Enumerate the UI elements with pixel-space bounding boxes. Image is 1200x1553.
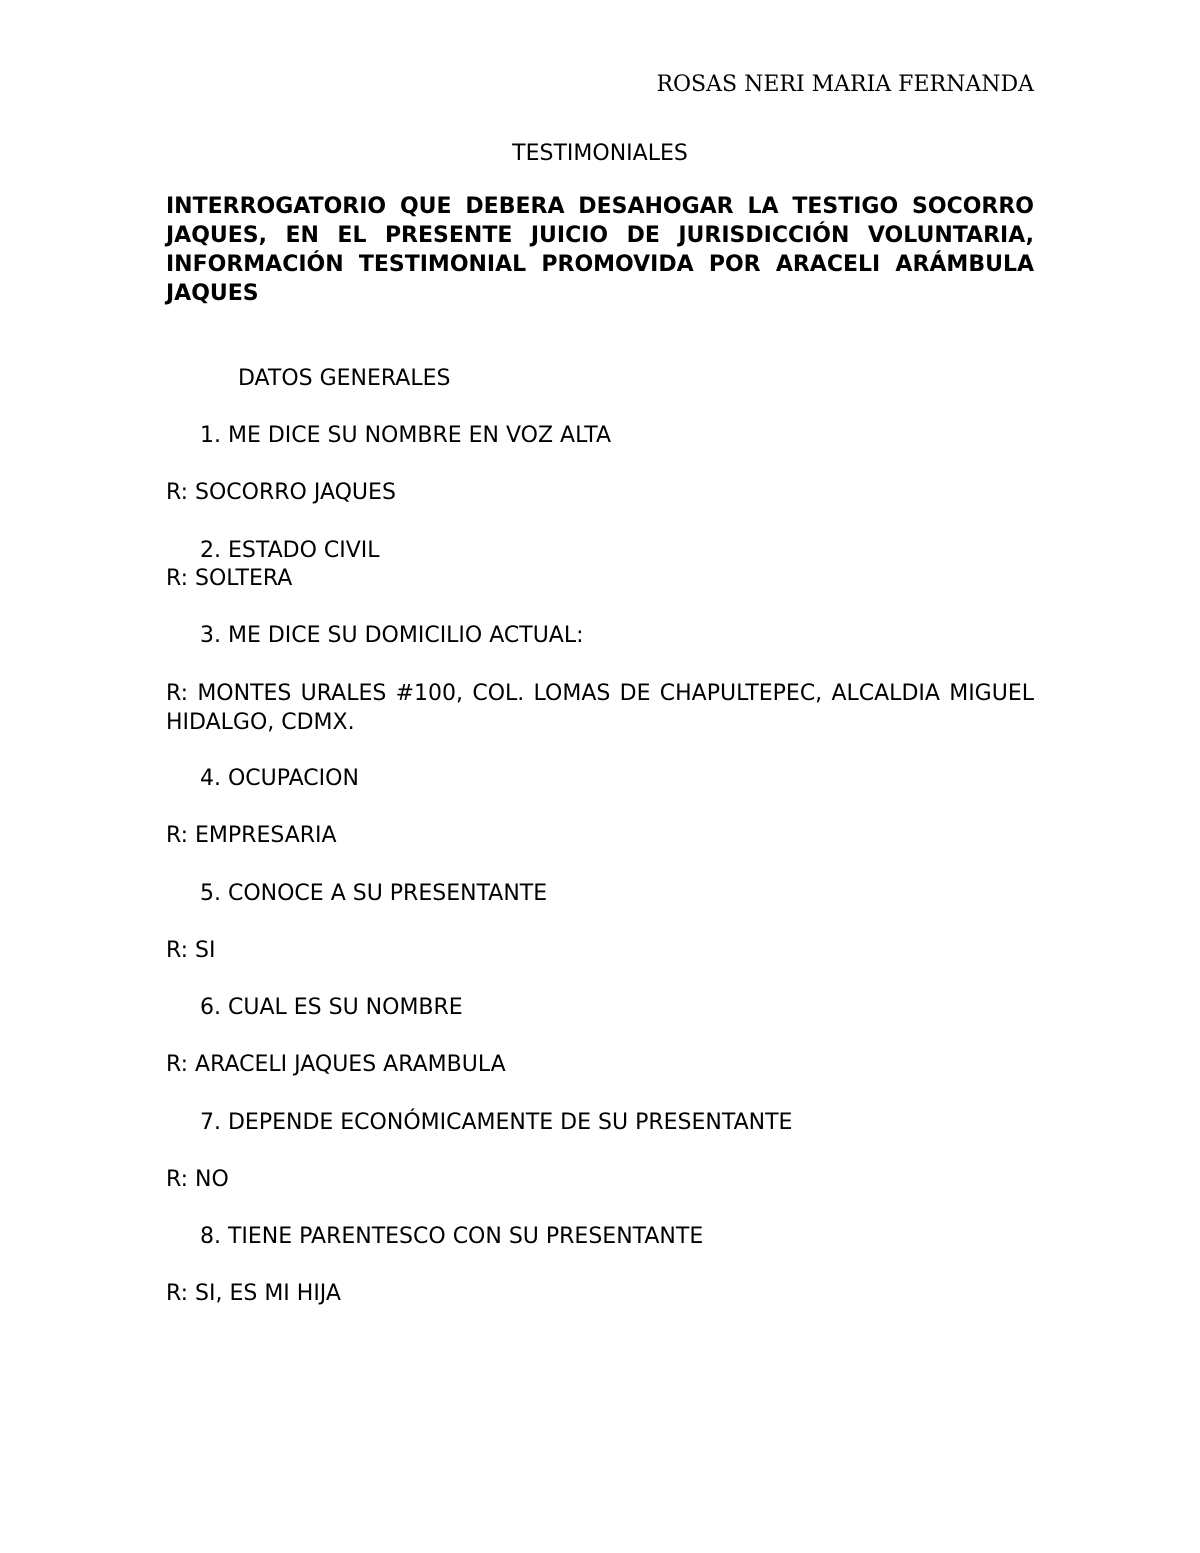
answer-2: R: SOLTERA: [166, 566, 293, 591]
question-7: 7. DEPENDE ECONÓMICAMENTE DE SU PRESENTANTE: [200, 1110, 793, 1135]
answer-6: R: ARACELI JAQUES ARAMBULA: [166, 1052, 506, 1077]
author-name: ROSAS NERI MARIA FERNANDA: [656, 72, 1034, 97]
answer-7: R: NO: [166, 1167, 229, 1192]
question-2: 2. ESTADO CIVIL: [200, 538, 380, 563]
question-8: 8. TIENE PARENTESCO CON SU PRESENTANTE: [200, 1224, 704, 1249]
answer-4: R: EMPRESARIA: [166, 823, 337, 848]
answer-5: R: SI: [166, 938, 216, 963]
document-title: TESTIMONIALES: [512, 141, 688, 166]
answer-8: R: SI, ES MI HIJA: [166, 1281, 341, 1306]
answer-1: R: SOCORRO JAQUES: [166, 480, 396, 505]
question-5: 5. CONOCE A SU PRESENTANTE: [200, 881, 548, 906]
question-4: 4. OCUPACION: [200, 766, 359, 791]
interrogatory-heading: INTERROGATORIO QUE DEBERA DESAHOGAR LA TESTIGO SOCORRO JAQUES, EN EL PRESENTE JUICIO DE JURISDICCIÓN VOLUNTARIA, INFORMACIÓN TESTIMONIAL PROMOVIDA POR ARACELI ARÁMBULA JAQUES: [166, 194, 1034, 306]
section-title: DATOS GENERALES: [238, 366, 451, 391]
question-3: 3. ME DICE SU DOMICILIO ACTUAL:: [200, 623, 584, 648]
question-1: 1. ME DICE SU NOMBRE EN VOZ ALTA: [200, 423, 612, 448]
question-6: 6. CUAL ES SU NOMBRE: [200, 995, 463, 1020]
answer-3: R: MONTES URALES #100, COL. LOMAS DE CHAPULTEPEC, ALCALDIA MIGUEL HIDALGO, CDMX.: [166, 681, 1034, 735]
